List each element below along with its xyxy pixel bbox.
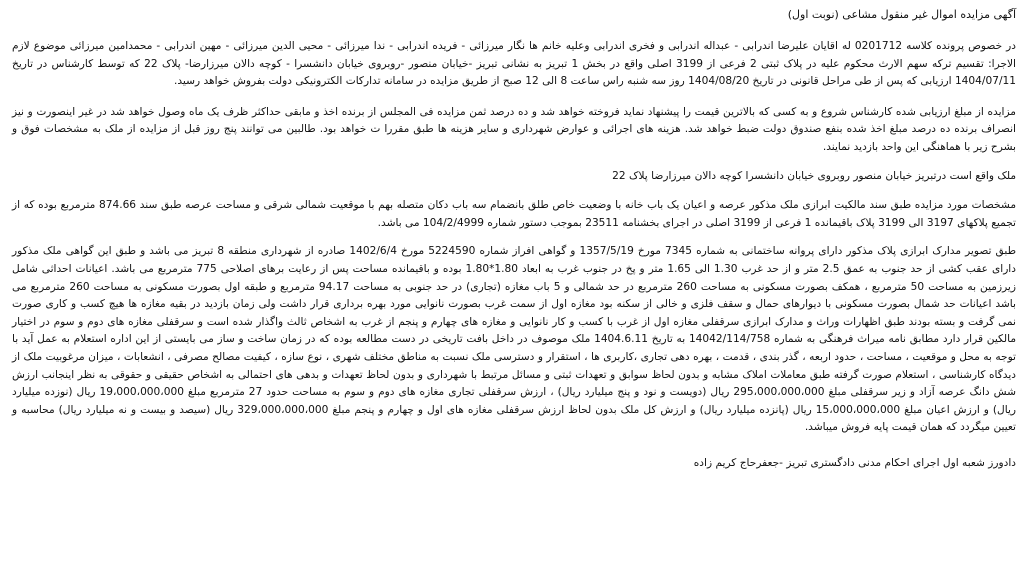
valuation-paragraph: طبق تصویر مدارک ابرازی پلاک مذکور دارای پروانه ساختمانی به شماره 7345 مورخ 1357/5/19 و گواهی افراز شماره 5224590 مورخ 1402/6/4 صادره از شهرداری منطقه 8 تبریز می باشد و طبق این گواهی ملک مذکور دارای عقب کشی از حد جنوب به عمق 2.5 متر و از حد غرب 1.30 الی 1.65 متر و پخ در جنوب غرب به ابعاد 1.80*1.80 بوده و باقیمانده مساحت پس از رعایت برهای اصلاحی 775 مترمربع می باشد. اعیانات احداثی شامل زیرزمین به مساحت 50 مترمربع ، همکف بصورت مسکونی به مساحت 260 مترمربع در حد شمالی و 5 باب مغازه (تجاری) در حد جنوبی به مساحت 94.17 مترمربع و طبقه اول بصورت مسکونی به مساحت 260 مترمربع می باشد اعیانات حد شمال بصورت مسکونی با دیوارهای حمال و سقف فلزی و خالی از سکنه بود مغازه اول از سمت غرب بصورت نانوایی مورد بهره برداری قرار داشت ولی زمان بازدید در بقیه مغازه ها هیچ کسب و کاری صورت نمی گرفت و بسته بودند طبق اظهارات وراث و مدارک ابرازی سرقفلی مغازه اول از غرب با کسب و کار نانوایی و مغازه های چهارم و پنجم از غرب به اشخاص ثالث واگذار شده است و سرقفلی مغازه های دوم و سوم در اختیار مالکین قرار دارد مطابق نامه میراث فرهنگی به شماره 14042/114/758 به تاریخ 1404.6.11 ملک موصوف در داخل بافت تاریخی در دست مطالعه بوده که در زمان ساخت و ساز می بایستی از این اداره استعلام به عمل آید با توجه به محل و موقعیت ، مساحت ، حدود اربعه ، گذر بندی ، قدمت ، بهره دهی تجاری ،کاربری ها ، استقرار و دسترسی ملک نسبت به مناطق مختلف شهری ، نوع سازه ، کیفیت مصالح مصرفی ، انشعابات ، میزان مرغوبیت ملک از دیدگاه کارشناسی ، استعلام صورت گرفته طبق معاملات املاک مشابه و بدون لحاظ سوابق و تعهدات ثبتی و مسائل مرتبط با شهرداری و بدون لحاظ تعهدات و بدهی های احتمالی به اشخاص حقیقی و حقوقی به نظر اینجانب ارزش شش دانگ عرصه آزاد و زیر سرقفلی مبلغ 295،000،000،000 ریال (دویست و نود و پنج میلیارد ریال) ، ارزش سرقفلی تجاری مغازه های دوم و سوم به مساحت حدود 27 مترمربع مبلغ 19،000،000،000 ریال (نوزده میلیارد ریال) و ارزش اعیان مبلغ 15،000،000،000 ریال (پانزده میلیارد ریال) و ارزش کل ملک بدون لحاظ ارزش سرقفلی مغازه های اول و چهارم و پنجم مبلغ 329،000،000،000 ریال (سیصد و بیست و نه میلیارد ریال) محاسبه و تعیین میگردد که همان قیمت پایه فروش میباشد. xyxy=(12,245,1017,434)
notice-title: آگهی مزایده اموال غیر منقول مشاعی (نوبت اول) xyxy=(787,8,1016,21)
case-details-paragraph: در خصوص پرونده کلاسه 0201712 له اقایان علیرضا اندرابی - عبداله اندرابی و فخری اندرابی وعلیه خانم ها نگار میرزائی - فریده اندرابی - ندا میرزائی - محیی الدین میرزائی - مهین اندرابی - محمدامین میرزائی موضوع لازم الاجرا: تقسیم ترکه سهم الارث محکوم علیه در پلاک ثبتی 2 فرعی از 3199 اصلی واقع در بخش 1 تبریز به نشانی تبریز -خیابان منصور -روبروی خیابان دانشسرا - کوچه دالان میرزارضا- پلاک 22 که توسط کارشناس در تاریخ 1404/07/11 ارزیابی که پس از طی مراحل قانونی در تاریخ 1404/08/20 روز سه شنبه راس ساعت 8 الی 12 صبح از طریق مزایده در سامانه تدارکات الکترونیکی دولت بفروش خواهد رسید. xyxy=(12,40,1016,88)
signature-line: دادورز شعبه اول اجرای احکام مدنی دادگستری تبریز -جعفرحاج کریم زاده xyxy=(693,456,1016,469)
auction-terms-paragraph: مزایده از مبلغ ارزیابی شده کارشناس شروع و به کسی که بالاترین قیمت را پیشنهاد نماید فروخته خواهد شد و ده درصد ثمن مزایده فی المجلس از برنده اخذ و مابقی حداکثر ظرف یک ماه وصول خواهد شد در غیر اینصورت و نیز انصراف برنده ده درصد مبلغ اخذ شده بنفع صندوق دولت ضبط خواهد شد. هزینه های اجرائی و عوارض شهرداری و سایر هزینه ها طبق مقررا ت خواهد بود. طالبین می توانند پنج روز قبل از مزایده از ملک به مشخصات فوق و بشرح زیر با هماهنگی این واحد بازدید نمایند. xyxy=(12,105,1016,153)
property-specs-paragraph: مشخصات مورد مزایده طبق سند مالکیت ابرازی ملک مذکور عرصه و اعیان یک باب خانه با وضعیت خاص طلق بانضمام سه باب دکان متصله بهم با موقعیت شمالی شرقی و مساحت عرصه طبق سند 874.66 مترمربع بوده که از تجمیع پلاکهای 3197 الی 3199 پلاک باقیمانده 1 فرعی از 3199 اصلی در اجرای بخشنامه 23511 بموجب دستور شماره 104/2/4999 می باشد. xyxy=(12,199,1016,229)
property-address-paragraph: ملک واقع است درتبریز خیابان منصور روبروی خیابان دانشسرا کوچه دالان میرزارضا پلاک 22 xyxy=(612,169,1016,182)
